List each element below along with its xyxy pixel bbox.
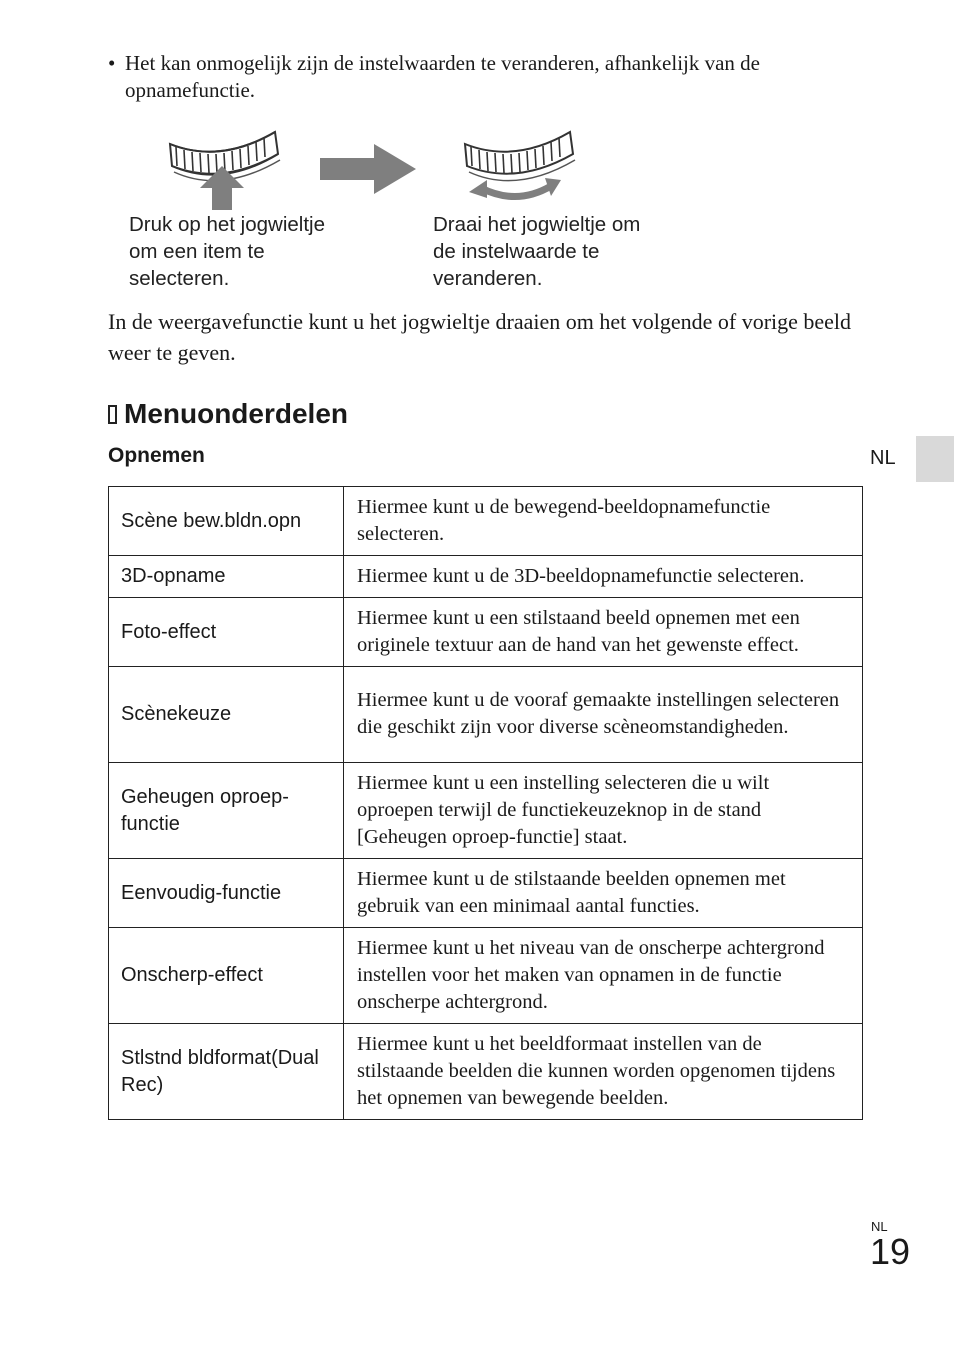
menu-item-desc: Hiermee kunt u de 3D-beeldopnamefunctie selecteren. [344, 556, 863, 598]
table-row [109, 928, 863, 1024]
jog-dial-press-icon [160, 126, 285, 212]
table-row [109, 667, 863, 763]
jog-dial-rotate-icon [455, 126, 580, 206]
menu-item-name: Onscherp-effect [109, 928, 344, 1024]
menu-item-name: Geheugen oproep-functie [109, 763, 344, 859]
section-heading [108, 398, 348, 430]
section-title: Menuonderdelen [124, 398, 349, 429]
table-row [109, 598, 863, 667]
page-number: 19 [870, 1231, 911, 1272]
menu-item-name: Scène bew.bldn.opn [109, 487, 344, 556]
menu-item-desc: Hiermee kunt u het beeldformaat instellen van de stilstaande beelden die kunnen worden opgenomen tijdens het opnemen van bewegende beelden. [344, 1024, 863, 1120]
menu-item-name: 3D-opname [109, 556, 344, 598]
table-row [109, 859, 863, 928]
caption-press-dial: Druk op het jogwieltje om een item te selecteren. [129, 213, 325, 290]
bullet-marker: • [108, 51, 116, 75]
side-tab [916, 436, 954, 482]
menu-item-name: Eenvoudig-functie [109, 859, 344, 928]
table-row [109, 1024, 863, 1120]
side-tab-label: NL [870, 447, 896, 469]
page-lang: NL [871, 1219, 888, 1234]
menu-item-desc: Hiermee kunt u het niveau van de onscherpe achtergrond instellen voor het maken van opnamen in de functie onscherpe achtergrond. [344, 928, 863, 1024]
menu-table [108, 486, 863, 1120]
playback-paragraph: In de weergavefunctie kunt u het jogwieltje draaien om het volgende of vorige beeld weer te geven. [108, 309, 852, 365]
menu-item-desc: Hiermee kunt u de vooraf gemaakte instellingen selecteren die geschikt zijn voor diverse scèneomstandigheden. [344, 667, 863, 763]
menu-item-desc: Hiermee kunt u een stilstaand beeld opnemen met een originele textuur aan de hand van het gewenste effect. [344, 598, 863, 667]
table-row [109, 763, 863, 859]
section-marker-icon [108, 405, 117, 424]
menu-item-desc: Hiermee kunt u de stilstaande beelden opnemen met gebruik van een minimaal aantal functies. [344, 859, 863, 928]
menu-item-desc: Hiermee kunt u een instelling selecteren die u wilt oproepen terwijl de functiekeuzeknop in de stand [Geheugen oproep-functie] staat. [344, 763, 863, 859]
table-row [109, 487, 863, 556]
arrow-right-icon [318, 142, 418, 196]
menu-item-name: Foto-effect [109, 598, 344, 667]
menu-item-name: Stlstnd bldformat(Dual Rec) [109, 1024, 344, 1120]
table-row [109, 556, 863, 598]
caption-rotate-dial: Draai het jogwieltje om de instelwaarde te veranderen. [433, 213, 641, 290]
bullet-note [108, 50, 828, 104]
menu-item-name: Scènekeuze [109, 667, 344, 763]
bullet-note-text: Het kan onmogelijk zijn de instelwaarden te veranderen, afhankelijk van de opnamefunctie. [125, 51, 761, 102]
section-subtitle: Opnemen [108, 444, 205, 467]
menu-item-desc: Hiermee kunt u de bewegend-beeldopnamefunctie selecteren. [344, 487, 863, 556]
